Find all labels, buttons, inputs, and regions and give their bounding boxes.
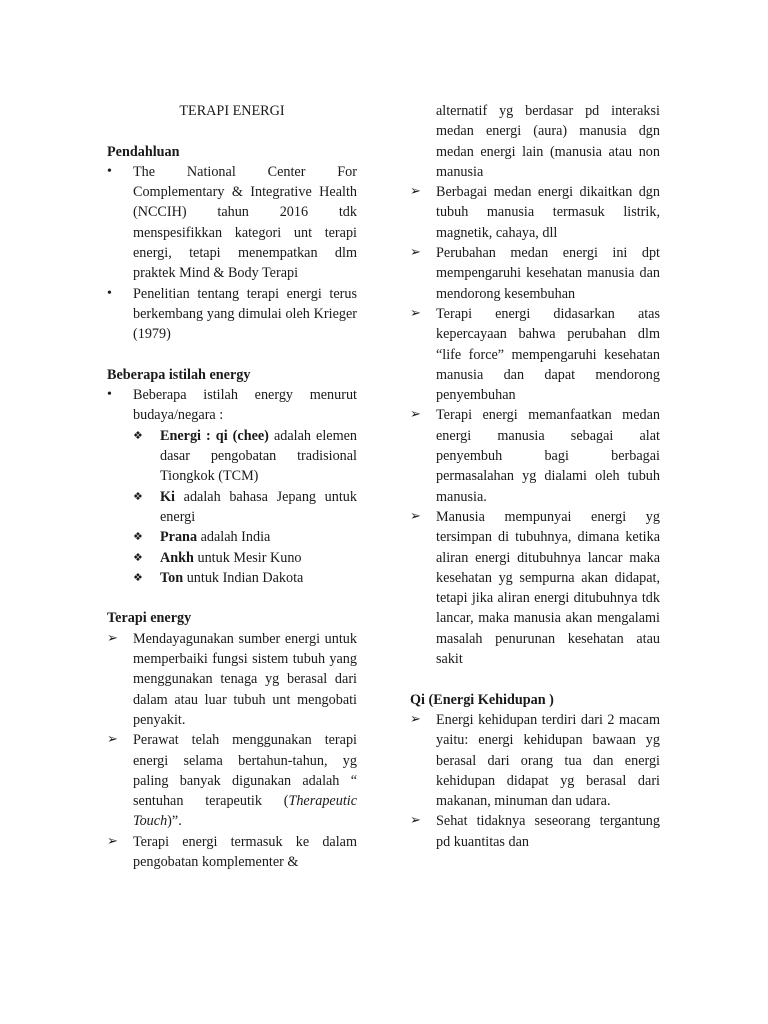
list-item (107, 832, 357, 873)
list-item (410, 304, 660, 405)
term: Ton (160, 569, 184, 586)
list-item (107, 284, 357, 345)
term-desc: adalah elemen dasar pengobatan tradisional Tiongkok (TCM) (160, 427, 357, 485)
list-item (410, 182, 660, 243)
list-item-text: Energi kehidupan terdiri dari 2 macam yaitu: energi kehidupan bawaan yg berasal dari orang tua dan energi kehidupan didapat yg berasal dari makanan, minuman dan udara. (436, 711, 660, 810)
diamond-icon: ❖ (133, 489, 143, 503)
sub-list-item (133, 426, 357, 487)
sub-list-item (133, 487, 357, 528)
list-item-text: Sehat tidaknya seseorang tergantung pd kuantitas dan (436, 813, 660, 850)
bullet-icon: • (107, 387, 112, 403)
arrow-icon: ➢ (107, 732, 118, 748)
list-item (107, 629, 357, 730)
bullet-icon: • (107, 163, 112, 179)
term-desc: untuk Indian Dakota (183, 569, 304, 586)
arrow-icon: ➢ (410, 184, 421, 200)
arrow-icon: ➢ (410, 711, 421, 727)
term: Ankh (160, 549, 194, 566)
term: Energi : qi (chee) (160, 427, 269, 444)
list-item-text: Berbagai medan energi dikaitkan dgn tubuh manusia termasuk listrik, magnetik, cahaya, dll (436, 184, 660, 241)
list-item-text: Perubahan medan energi ini dpt mempengaruhi kesehatan manusia dan mendorong kesembuhan (436, 245, 660, 302)
sub-list-item (133, 548, 357, 568)
list-item-text: Penelitian tentang terapi energi terus berkembang yang dimulai oleh Krieger (1979) (133, 285, 357, 343)
diamond-icon: ❖ (133, 550, 143, 564)
arrow-icon: ➢ (107, 833, 118, 849)
page-title: TERAPI ENERGI (179, 103, 285, 119)
italic-term: Therapeutic Touch (133, 793, 357, 830)
arrow-icon: ➢ (410, 305, 421, 321)
list-item-text: Mendayagunakan sumber energi untuk memperbaiki fungsi sistem tubuh yang menggunakan tenaga yg berasal dari dalam atau luar tubuh unt mengobati penyakit. (133, 630, 357, 728)
term: Ki (160, 488, 175, 505)
list-item (107, 385, 357, 426)
list-item-text: Terapi energi memanfaatkan medan energi manusia sebagai alat penyembuh bagi berbagai permasalahan yg dialami oleh tubuh manusia. (436, 407, 660, 505)
list-item (410, 811, 660, 852)
section-heading-istilah: Beberapa istilah energy (107, 366, 251, 383)
bullet-icon: • (107, 285, 112, 301)
arrow-icon: ➢ (410, 813, 421, 829)
list-item-text: Perawat telah menggunakan terapi energi selama bertahun-tahun, yg paling banyak digunakan adalah “ sentuhan terapeutik ( (133, 732, 357, 810)
continued-text (410, 101, 660, 182)
list-item (410, 710, 660, 811)
diamond-icon: ❖ (133, 428, 143, 442)
list-item (410, 507, 660, 669)
list-item-text: Beberapa istilah energy menurut budaya/negara : (133, 387, 357, 424)
term: Prana (160, 529, 198, 546)
sub-list-item (133, 568, 357, 588)
list-item-text: Terapi energi didasarkan atas kepercayaan bahwa perubahan dlm “life force” mempengaruhi kesehatan manusia dan dapat mendorong penyembuhan (436, 305, 660, 404)
section-heading-qi: Qi (Energi Kehidupan ) (410, 691, 554, 708)
arrow-icon: ➢ (410, 508, 421, 524)
list-item-text: Terapi energi termasuk ke dalam pengobatan komplementer & (133, 833, 357, 870)
list-item-text-end: )”. (167, 813, 182, 830)
list-item (107, 730, 357, 831)
arrow-icon: ➢ (410, 407, 421, 423)
arrow-icon: ➢ (410, 245, 421, 261)
list-item-text: Manusia mempunyai energi yg tersimpan di tubuhnya, dimana ketika aliran energi ditubuhnya lancar maka kesehatan yg sempurna akan didapat, tetapi jika aliran energi ditubuhnya tdk lancar, maka manusia akan mengalami masalah penurunan kesehatan atau sakit (436, 508, 660, 668)
list-item (410, 243, 660, 304)
continued-text-body: alternatif yg berdasar pd interaksi medan energi (aura) manusia dgn medan energi lain (manusia atau non manusia (436, 103, 660, 180)
right-column (410, 101, 660, 852)
diamond-icon: ❖ (133, 530, 143, 544)
term-desc: untuk Mesir Kuno (193, 549, 302, 566)
list-item (107, 162, 357, 284)
diamond-icon: ❖ (133, 570, 143, 584)
list-item-text: The National Center For Complementary & Integrative Health (NCCIH) tahun 2016 tdk menspesifikkan kategori unt terapi energi, tetapi menempatkan dlm praktek Mind & Body Terapi (133, 163, 357, 282)
left-column (107, 101, 357, 872)
sub-list-item (133, 527, 357, 547)
arrow-icon: ➢ (107, 630, 118, 646)
section-heading-terapi: Terapi energy (107, 610, 192, 627)
section-heading-pendahuluan: Pendahluan (107, 143, 180, 160)
list-item (410, 405, 660, 506)
term-desc: adalah bahasa Jepang untuk energi (160, 488, 357, 525)
term-desc: adalah India (197, 529, 271, 546)
